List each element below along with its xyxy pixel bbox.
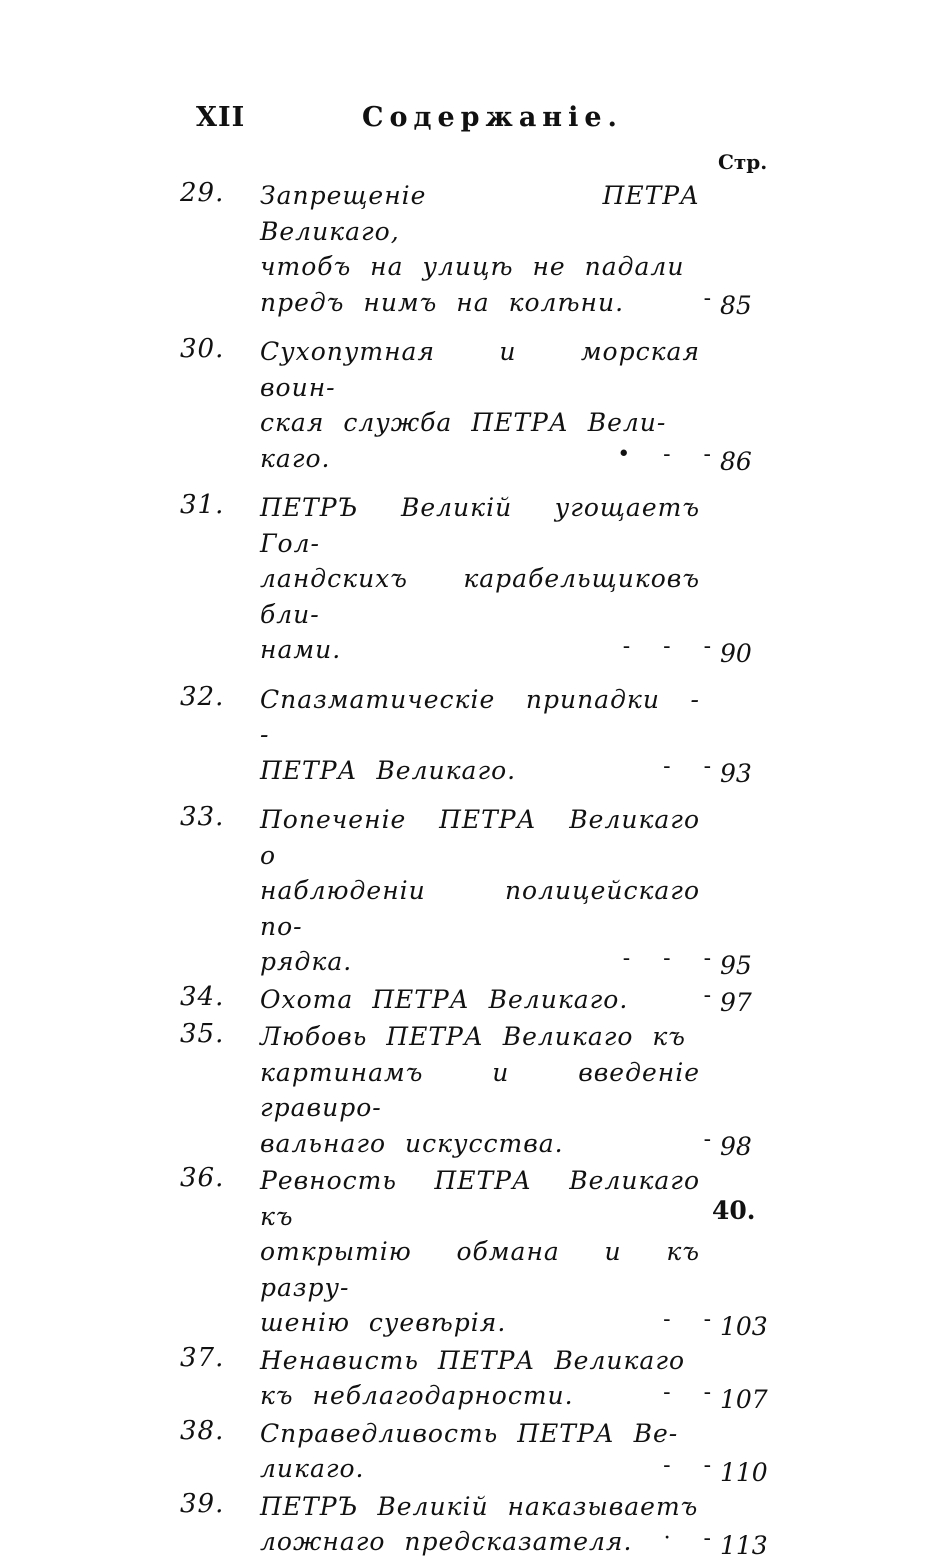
entry-number: 33. xyxy=(180,802,225,832)
dot-leader: - xyxy=(703,1127,712,1152)
entry-number: 38. xyxy=(180,1415,225,1446)
toc-entry xyxy=(180,982,780,1018)
toc-entry xyxy=(180,1343,780,1414)
page-column-heading: Стр. xyxy=(718,150,768,174)
page-number: XII xyxy=(196,102,246,133)
toc-entry xyxy=(180,334,780,476)
entry-title: Запрещеніе ПЕТРА Великаго, чтобъ на улицѣ не падали предъ нимъ на колѣни. xyxy=(260,181,700,317)
entry-page: 97 xyxy=(720,988,752,1017)
dot-leader: - xyxy=(703,286,712,311)
entry-number: 29. xyxy=(180,178,225,208)
toc-entry xyxy=(180,1163,780,1341)
entry-number: 36. xyxy=(180,1163,225,1193)
entry-page: 113 xyxy=(720,1530,768,1560)
entry-number: 31. xyxy=(180,490,225,520)
entry-number: 30. xyxy=(180,334,225,364)
entry-title: ПЕТРЪ Великій наказываетъ ложнаго предсказателя. xyxy=(260,1491,699,1556)
entry-number: 37. xyxy=(180,1342,225,1373)
entry-page: 90 xyxy=(720,638,752,668)
dot-leader: - - - xyxy=(622,945,712,971)
entry-number: 35. xyxy=(180,1019,225,1049)
dot-leader: - - xyxy=(663,1452,712,1478)
catchword: 40. xyxy=(712,1196,756,1225)
toc-entry xyxy=(180,178,780,320)
dot-leader: - - xyxy=(663,1306,712,1332)
page-header xyxy=(196,102,796,142)
entry-title: Охота ПЕТРА Великаго. xyxy=(260,984,629,1014)
entry-page: 110 xyxy=(720,1457,768,1487)
entry-title: Ненависть ПЕТРА Великаго къ неблагодарности. xyxy=(260,1345,686,1410)
entry-title: Попеченіе ПЕТРА Великаго о наблюденіи полицейскаго по- рядка. xyxy=(260,805,700,976)
entry-title: ПЕТРЪ Великій угощаетъ Гол- ландскихъ карабельщиковъ бли- нами. xyxy=(260,493,700,664)
toc-entry xyxy=(180,1019,780,1161)
toc-entry xyxy=(180,1416,780,1487)
entry-title: Любовь ПЕТРА Великаго къ картинамъ и введеніе гравиро- вальнаго искусства. xyxy=(260,1022,700,1158)
entry-page: 95 xyxy=(720,950,752,980)
entry-number: 39. xyxy=(180,1488,225,1519)
toc-entry xyxy=(180,802,780,980)
entry-page: 85 xyxy=(720,291,752,320)
toc-entry xyxy=(180,490,780,668)
dot-leader: - - xyxy=(663,754,712,779)
entry-page: 86 xyxy=(720,447,752,476)
entry-title: Сухопутная и морская воин- ская служба ПЕТРА Вели- каго. xyxy=(260,337,700,473)
toc-entry xyxy=(180,682,780,789)
dot-leader: - - xyxy=(663,1379,712,1405)
entry-number: 32. xyxy=(180,681,225,712)
entry-number: 34. xyxy=(180,981,225,1012)
toc-entry xyxy=(180,1489,780,1560)
entry-page: 103 xyxy=(720,1311,768,1341)
entry-page: 107 xyxy=(720,1384,768,1414)
dot-leader: - xyxy=(703,983,712,1008)
dot-leader: - - - xyxy=(622,633,712,659)
entry-title: Ревность ПЕТРА Великаго къ открытію обмана и къ разру- шенію суевѣрія. xyxy=(260,1166,700,1337)
entry-title: Справедливость ПЕТРА Ве- ликаго. xyxy=(260,1418,679,1483)
table-of-contents xyxy=(180,178,780,1562)
entry-page: 98 xyxy=(720,1132,752,1161)
entry-title: Спазматическіе припадки - - ПЕТРА Великаго. xyxy=(260,684,700,785)
dot-leader: • - - xyxy=(617,442,712,467)
dot-leader: · - xyxy=(663,1525,712,1551)
entry-page: 93 xyxy=(720,759,752,788)
running-title: Содержаніе. xyxy=(362,102,623,133)
